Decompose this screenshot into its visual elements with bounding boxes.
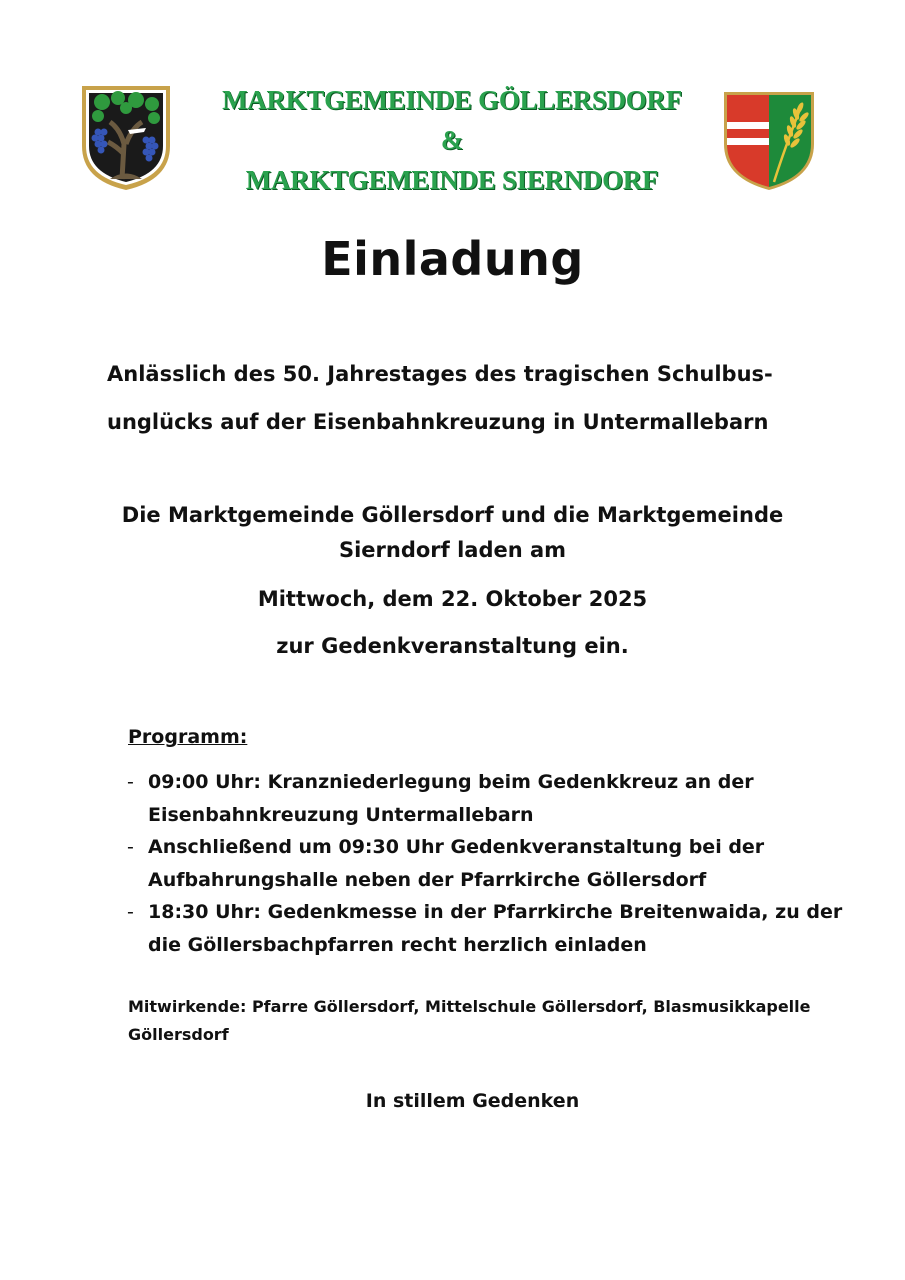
program-item <box>127 831 847 896</box>
contributors-note <box>128 993 848 1049</box>
program-item-line-2: die Göllersbachpfarren recht herzlich einladen <box>148 933 647 956</box>
program-heading: Programm: <box>128 726 248 748</box>
municipalities-header <box>182 80 722 200</box>
list-dash: - <box>127 771 134 793</box>
sierndorf-crest <box>722 90 816 192</box>
goellersdorf-crest <box>80 84 172 192</box>
intro-paragraph <box>107 350 807 446</box>
program-item-line-1: 09:00 Uhr: Kranzniederlegung beim Gedenkkreuz an der <box>148 771 754 793</box>
closing-line: In stillem Gedenken <box>365 1090 580 1112</box>
program-item-line-2: Eisenbahnkreuzung Untermallebarn <box>148 803 534 826</box>
contributors-line-2: Göllersdorf <box>128 1025 229 1044</box>
program-item-line-1: Anschließend um 09:30 Uhr Gedenkveranstaltung bei der <box>148 836 765 858</box>
contributors-line-1: Mitwirkende: Pfarre Göllersdorf, Mittelschule Göllersdorf, Blasmusikkapelle <box>128 997 811 1016</box>
program-item <box>127 766 847 831</box>
list-dash: - <box>127 836 134 858</box>
header-goellersdorf: MARKTGEMEINDE GÖLLERSDORF <box>222 85 682 115</box>
invitation-line-3: zur Gedenkveranstaltung ein. <box>276 634 629 658</box>
intro-line-2: unglücks auf der Eisenbahnkreuzung in Untermallebarn <box>107 410 769 434</box>
header-ampersand: & <box>440 125 464 155</box>
program-item <box>127 896 847 961</box>
sierndorf-crest-icon <box>722 90 816 192</box>
program-list <box>127 766 847 961</box>
program-item-line-1: 18:30 Uhr: Gedenkmesse in der Pfarrkirche Breitenwaida, zu der <box>148 901 843 923</box>
invitation-line-1: Die Marktgemeinde Göllersdorf und die Marktgemeinde <box>121 503 784 527</box>
intro-line-1: Anlässlich des 50. Jahrestages des tragischen Schulbus- <box>107 362 773 386</box>
invitation-line-2: Sierndorf laden am <box>338 538 567 562</box>
page-title: Einladung <box>321 232 584 286</box>
list-dash: - <box>127 901 134 923</box>
event-date: Mittwoch, dem 22. Oktober 2025 <box>257 587 648 611</box>
program-item-line-2: Aufbahrungshalle neben der Pfarrkirche Göllersdorf <box>148 868 707 891</box>
header-sierndorf: MARKTGEMEINDE SIERNDORF <box>245 165 659 195</box>
goellersdorf-crest-icon <box>80 84 172 192</box>
